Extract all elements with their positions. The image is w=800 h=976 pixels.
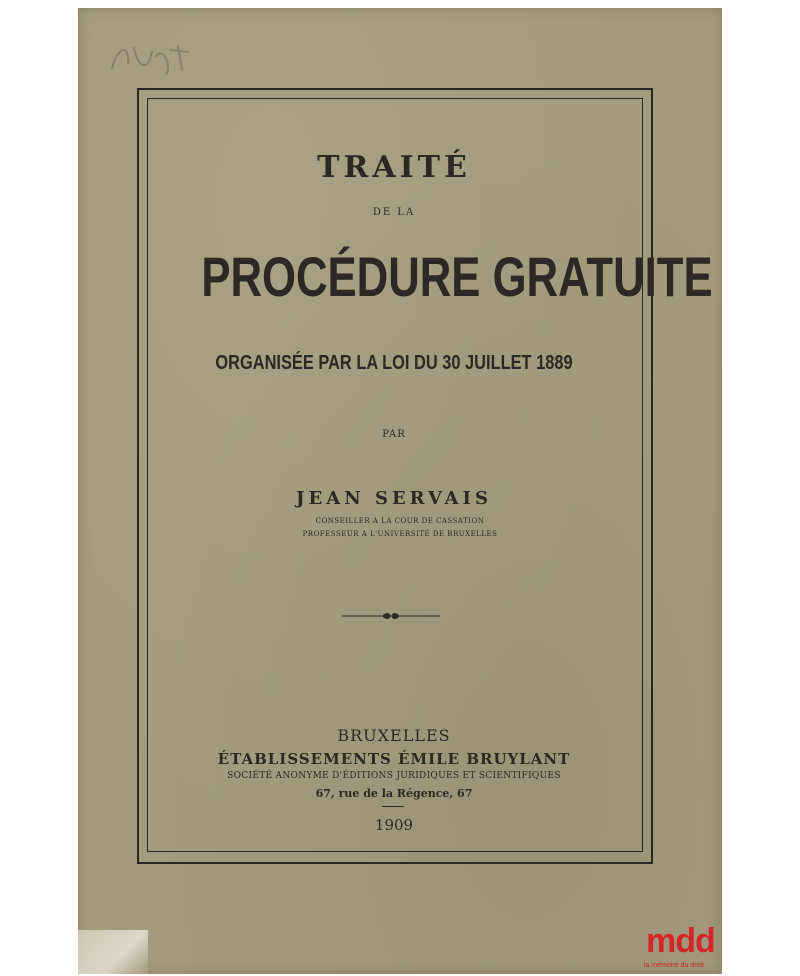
imprint-address: 67, rue de la Régence, 67 [315, 787, 473, 800]
logo-mark: mdd [646, 922, 715, 960]
divider-ornament [342, 610, 440, 622]
page-background-right [722, 0, 800, 976]
imprint-city: BRUXELLES [337, 726, 451, 745]
title-de-la: DE LA [372, 207, 416, 218]
page-background-left [0, 0, 78, 976]
subtitle: ORGANISÉE PAR LA LOI DU 30 JUILLET 1889 [215, 352, 573, 374]
by-label: PAR [382, 429, 406, 440]
pencil-scribble [108, 38, 198, 82]
imprint-dash [382, 806, 404, 807]
title-traite: TRAITÉ [317, 150, 471, 185]
logo-tagline: la mémoire du droit [644, 962, 704, 969]
author-credential: CONSEILLER A LA COUR DE CASSATION [315, 517, 485, 525]
imprint-year: 1909 [374, 816, 414, 834]
imprint-publisher: ÉTABLISSEMENTS ÉMILE BRUYLANT [217, 750, 571, 768]
main-title: PROCÉDURE GRATUITE [201, 245, 713, 308]
author-credential: PROFESSEUR A L'UNIVERSITÉ DE BRUXELLES [302, 530, 498, 538]
author-name: JEAN SERVAIS [296, 488, 492, 509]
worn-cover-edge [78, 930, 148, 974]
imprint-society: SOCIÉTÉ ANONYME D'ÉDITIONS JURIDIQUES ET SCIENTIFIQUES [227, 771, 561, 781]
watermark-logo [640, 922, 726, 974]
